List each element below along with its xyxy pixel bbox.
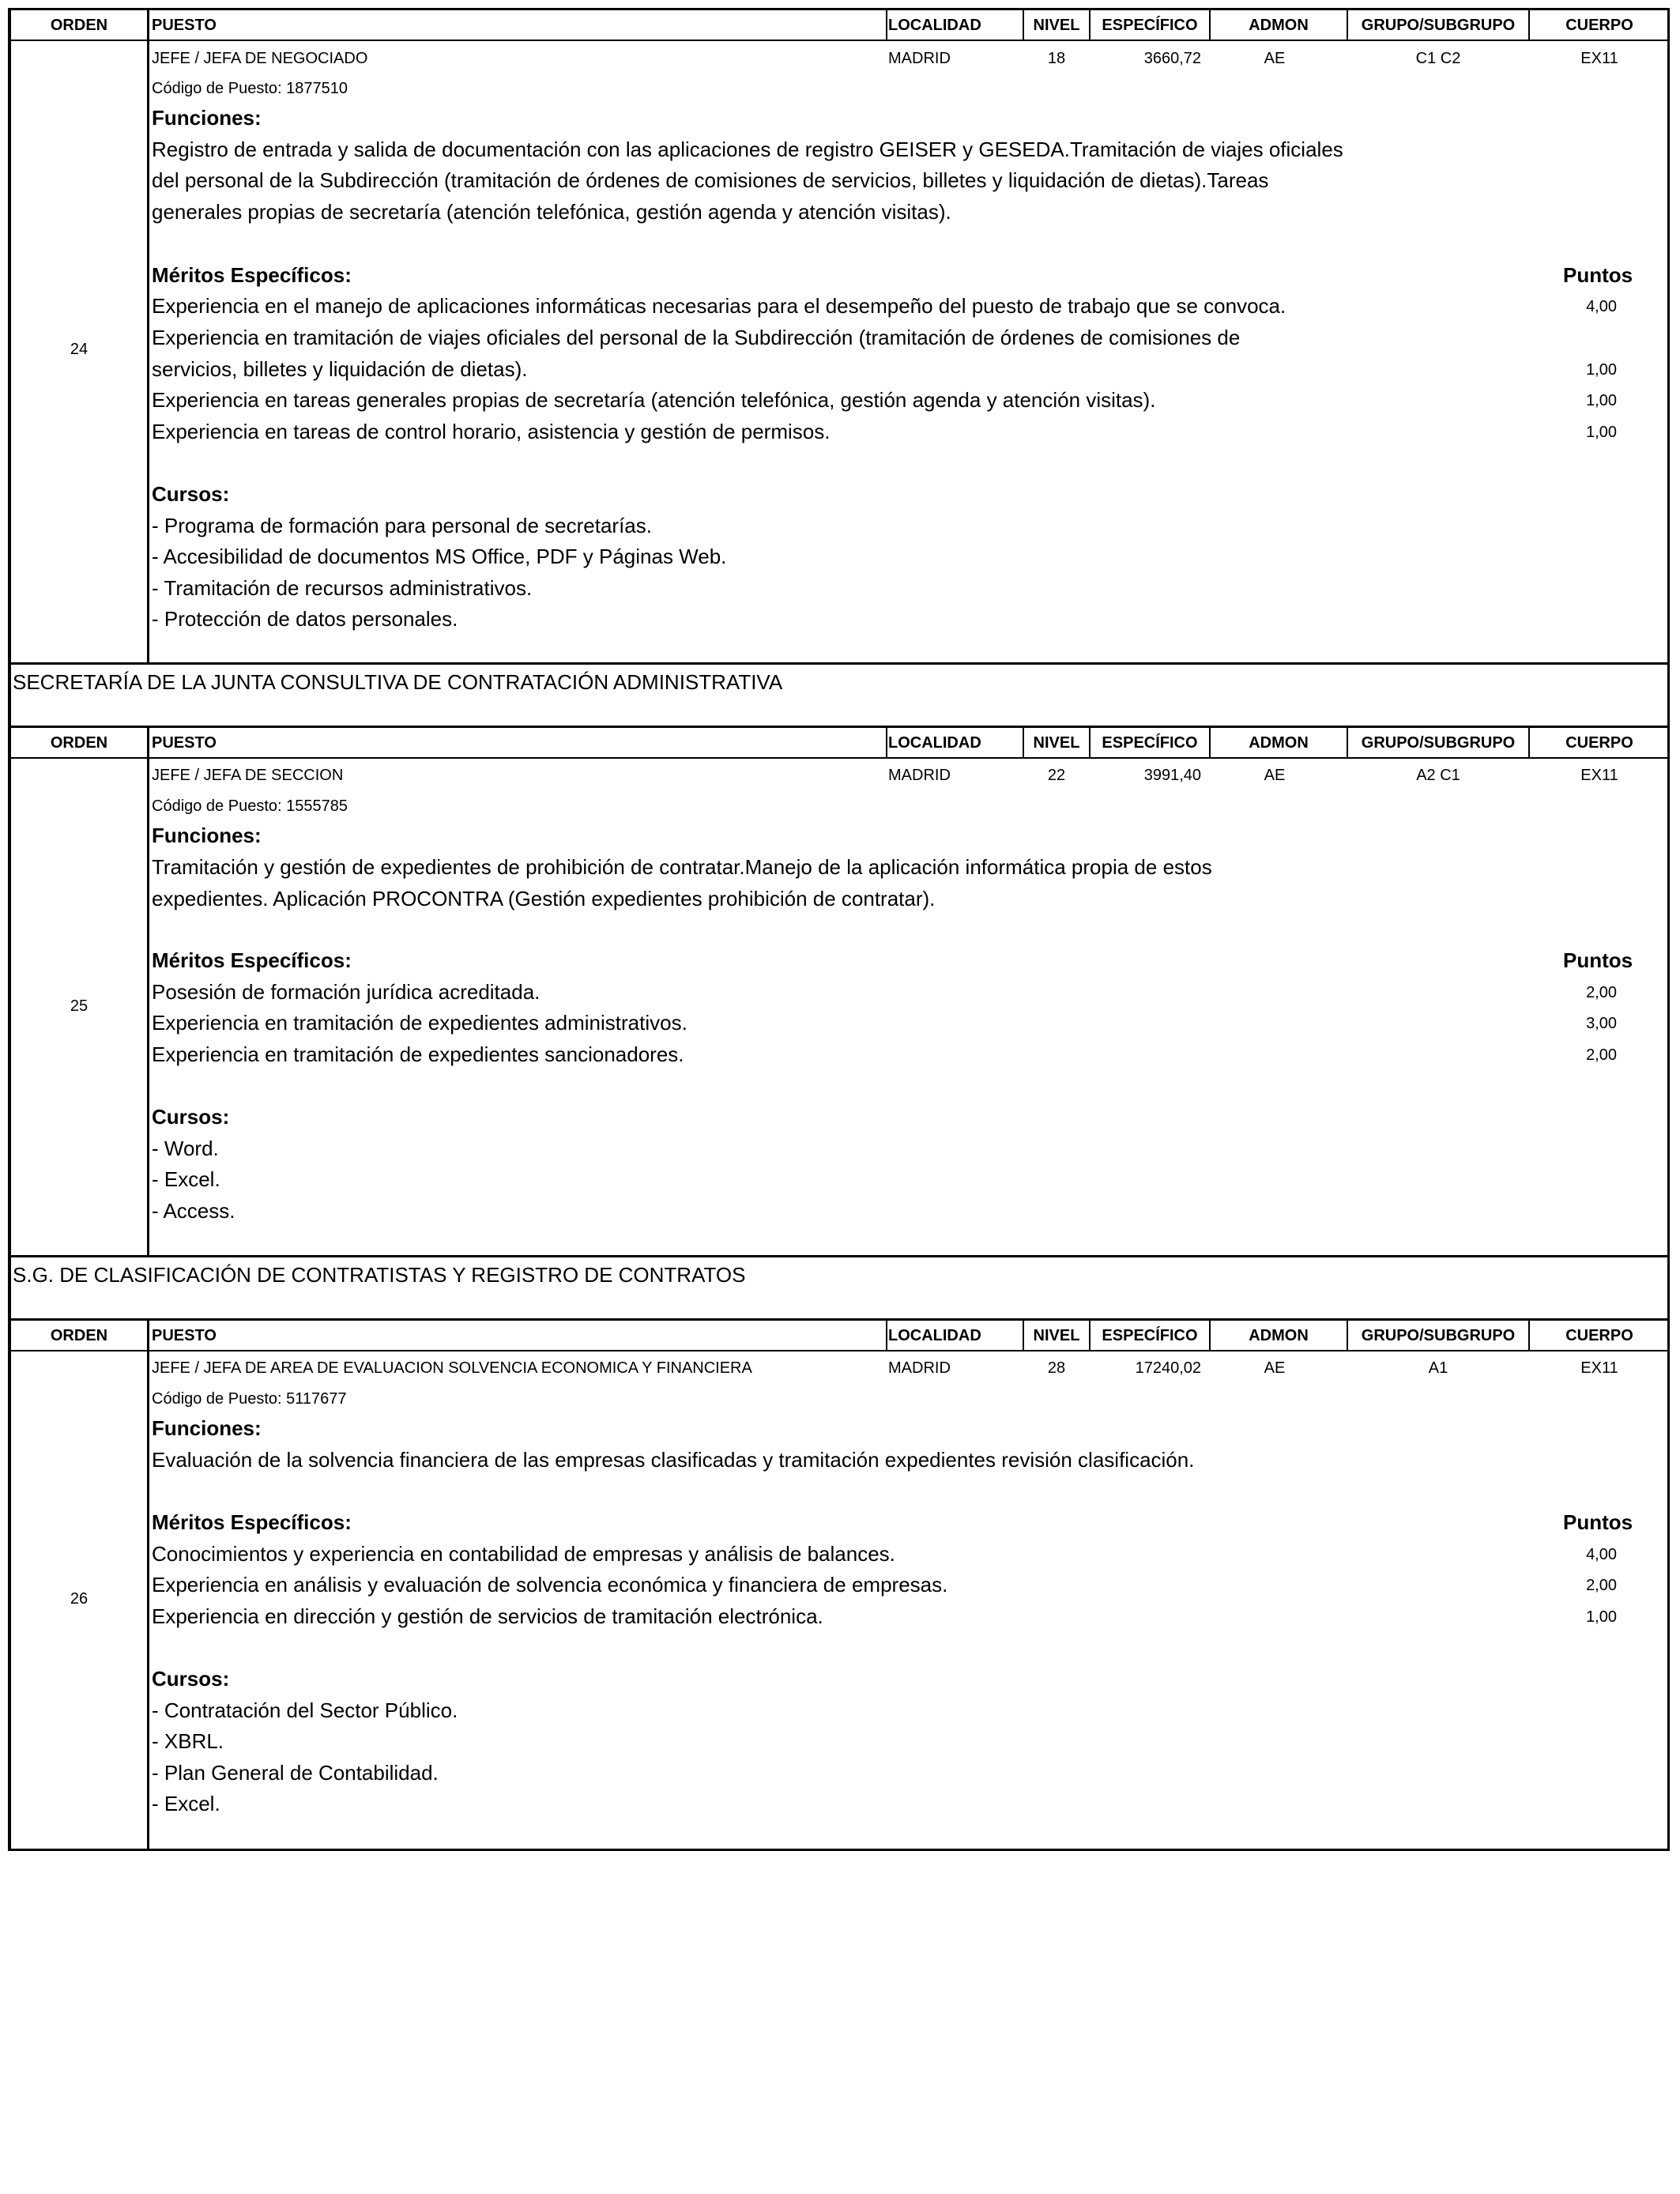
admon-value: AE <box>1264 50 1286 67</box>
col-divider <box>147 8 149 664</box>
col-divider <box>1528 1318 1530 1351</box>
curso-item: - Access. <box>152 1199 235 1223</box>
especifico-value: 3660,72 <box>1143 50 1201 67</box>
merito-puntos: 4,00 <box>1586 298 1617 315</box>
header-cuerpo: CUERPO <box>1565 1327 1633 1344</box>
merito-text: Experiencia en tareas generales propias de secretaría (atención telefónica, gestión agenda y atención visitas). <box>152 388 1156 412</box>
header-cuerpo: CUERPO <box>1565 734 1633 752</box>
localidad-value: MADRID <box>888 767 951 784</box>
merito-puntos: 2,00 <box>1586 1046 1617 1064</box>
col-divider <box>1209 8 1211 41</box>
col-divider <box>1023 726 1024 759</box>
col-divider <box>1023 8 1024 41</box>
cuerpo-value: EX11 <box>1580 767 1618 784</box>
curso-item: - Protección de datos personales. <box>152 607 458 631</box>
cuerpo-value: EX11 <box>1580 50 1618 67</box>
merito-puntos: 1,00 <box>1586 1608 1617 1626</box>
header-grupo: GRUPO/SUBGRUPO <box>1361 734 1516 752</box>
meritos-heading: Méritos Específicos: <box>152 948 352 972</box>
merito-puntos: 2,00 <box>1586 1577 1617 1594</box>
col-divider <box>1089 8 1090 41</box>
codigo-puesto: Código de Puesto: 1555785 <box>152 797 348 815</box>
merito-text: Experiencia en tramitación de expedientes sancionadores. <box>152 1042 684 1066</box>
especifico-value: 3991,40 <box>1143 767 1201 784</box>
col-divider <box>1528 726 1530 759</box>
grupo-value: C1 C2 <box>1415 50 1461 67</box>
header-localidad: LOCALIDAD <box>888 17 981 34</box>
orden-value: 25 <box>70 997 89 1015</box>
header-puesto: PUESTO <box>152 1327 217 1344</box>
rule <box>8 1849 1670 1851</box>
codigo-puesto: Código de Puesto: 1877510 <box>152 80 348 97</box>
col-divider <box>1347 8 1348 41</box>
puntos-heading: Puntos <box>1563 1510 1633 1534</box>
rule <box>8 662 1670 665</box>
funciones-line: del personal de la Subdirección (tramitación de órdenes de comisiones de servicios, billetes y liquidación de dietas).Tareas <box>152 168 1269 192</box>
merito-puntos: 1,00 <box>1586 361 1617 379</box>
rule <box>8 1255 1670 1257</box>
header-especifico: ESPECÍFICO <box>1102 17 1198 34</box>
header-puesto: PUESTO <box>152 17 217 34</box>
merito-text: Experiencia en análisis y evaluación de solvencia económica y financiera de empresas. <box>152 1573 948 1596</box>
header-orden: ORDEN <box>50 1327 108 1344</box>
rule <box>8 726 1670 728</box>
col-divider <box>1089 1318 1090 1351</box>
merito-text: Experiencia en el manejo de aplicaciones informáticas necesarias para el desempeño del puesto de trabajo que se convoca. <box>152 294 1286 318</box>
rule <box>8 40 1670 41</box>
admon-value: AE <box>1264 767 1286 784</box>
header-admon: ADMON <box>1249 734 1309 752</box>
funciones-line: generales propias de secretaría (atención telefónica, gestión agenda y atención visitas). <box>152 200 951 224</box>
puntos-heading: Puntos <box>1563 263 1633 287</box>
header-localidad: LOCALIDAD <box>888 1327 981 1344</box>
especifico-value: 17240,02 <box>1135 1359 1201 1377</box>
border-left <box>8 8 11 1851</box>
border-right <box>1667 8 1670 1851</box>
grupo-value: A1 <box>1428 1359 1448 1377</box>
header-orden: ORDEN <box>50 17 108 34</box>
col-divider <box>1347 726 1348 759</box>
col-divider <box>147 1318 149 1851</box>
col-divider <box>886 726 887 759</box>
col-divider <box>147 726 149 1257</box>
rule <box>8 1350 1670 1351</box>
cursos-heading: Cursos: <box>152 1105 230 1129</box>
codigo-puesto: Código de Puesto: 5117677 <box>152 1390 347 1408</box>
header-cuerpo: CUERPO <box>1565 17 1633 34</box>
section-title: SECRETARÍA DE LA JUNTA CONSULTIVA DE CONTRATACIÓN ADMINISTRATIVA <box>13 670 783 694</box>
meritos-heading: Méritos Específicos: <box>152 263 352 287</box>
col-divider <box>1089 726 1090 759</box>
merito-text: Experiencia en tramitación de expedientes administrativos. <box>152 1011 687 1035</box>
merito-puntos: 4,00 <box>1586 1546 1617 1563</box>
puntos-heading: Puntos <box>1563 948 1633 972</box>
header-nivel: NIVEL <box>1033 1327 1080 1344</box>
merito-text: Experiencia en tramitación de viajes oficiales del personal de la Subdirección (tramitación de órdenes de comisiones de <box>152 326 1241 349</box>
funciones-heading: Funciones: <box>152 106 262 130</box>
puesto-value: JEFE / JEFA DE NEGOCIADO <box>152 50 368 67</box>
col-divider <box>1209 726 1211 759</box>
col-divider <box>886 1318 887 1351</box>
rule <box>8 1318 1670 1321</box>
rule <box>8 8 1670 10</box>
funciones-heading: Funciones: <box>152 824 262 847</box>
curso-item: - XBRL. <box>152 1729 224 1753</box>
header-grupo: GRUPO/SUBGRUPO <box>1361 1327 1516 1344</box>
rule <box>8 757 1670 759</box>
nivel-value: 28 <box>1047 1359 1066 1377</box>
grupo-value: A2 C1 <box>1416 767 1460 784</box>
merito-text: Experiencia en tareas de control horario, asistencia y gestión de permisos. <box>152 420 831 443</box>
merito-puntos: 1,00 <box>1586 392 1617 409</box>
admon-value: AE <box>1264 1359 1286 1377</box>
header-nivel: NIVEL <box>1033 17 1080 34</box>
col-divider <box>1023 1318 1024 1351</box>
nivel-value: 22 <box>1047 767 1066 784</box>
funciones-line: Tramitación y gestión de expedientes de prohibición de contratar.Manejo de la aplicación informática propia de estos <box>152 855 1212 879</box>
header-grupo: GRUPO/SUBGRUPO <box>1361 17 1516 34</box>
header-orden: ORDEN <box>50 734 108 752</box>
header-admon: ADMON <box>1249 17 1309 34</box>
header-especifico: ESPECÍFICO <box>1102 1327 1198 1344</box>
merito-text: servicios, billetes y liquidación de dietas). <box>152 357 528 381</box>
funciones-heading: Funciones: <box>152 1416 262 1440</box>
curso-item: - Excel. <box>152 1792 220 1815</box>
puesto-value: JEFE / JEFA DE SECCION <box>152 767 344 784</box>
merito-puntos: 2,00 <box>1586 984 1617 1001</box>
orden-value: 24 <box>70 341 89 358</box>
localidad-value: MADRID <box>888 1359 951 1377</box>
merito-puntos: 3,00 <box>1586 1015 1617 1032</box>
col-divider <box>1347 1318 1348 1351</box>
curso-item: - Word. <box>152 1137 219 1160</box>
curso-item: - Contratación del Sector Público. <box>152 1698 458 1722</box>
curso-item: - Programa de formación para personal de secretarías. <box>152 514 652 537</box>
merito-text: Conocimientos y experiencia en contabilidad de empresas y análisis de balances. <box>152 1542 895 1566</box>
header-nivel: NIVEL <box>1033 734 1080 752</box>
header-puesto: PUESTO <box>152 734 217 752</box>
merito-text: Experiencia en dirección y gestión de servicios de tramitación electrónica. <box>152 1604 823 1628</box>
header-admon: ADMON <box>1249 1327 1309 1344</box>
col-divider <box>1528 8 1530 41</box>
merito-text: Posesión de formación jurídica acreditada. <box>152 980 541 1004</box>
curso-item: - Tramitación de recursos administrativos. <box>152 576 533 600</box>
nivel-value: 18 <box>1047 50 1066 67</box>
curso-item: - Excel. <box>152 1167 220 1191</box>
merito-puntos: 1,00 <box>1586 424 1617 441</box>
meritos-heading: Méritos Específicos: <box>152 1510 352 1534</box>
header-localidad: LOCALIDAD <box>888 734 981 752</box>
cursos-heading: Cursos: <box>152 482 230 506</box>
curso-item: - Plan General de Contabilidad. <box>152 1761 439 1785</box>
col-divider <box>1209 1318 1211 1351</box>
section-title: S.G. DE CLASIFICACIÓN DE CONTRATISTAS Y REGISTRO DE CONTRATOS <box>13 1263 746 1287</box>
header-especifico: ESPECÍFICO <box>1102 734 1198 752</box>
col-divider <box>886 8 887 41</box>
funciones-line: Evaluación de la solvencia financiera de las empresas clasificadas y tramitación expedientes revisión clasificación. <box>152 1448 1195 1472</box>
orden-value: 26 <box>70 1590 89 1608</box>
funciones-line: Registro de entrada y salida de documentación con las aplicaciones de registro GEISER y GESEDA.Tramitación de viajes oficiales <box>152 138 1343 161</box>
localidad-value: MADRID <box>888 50 951 67</box>
curso-item: - Accesibilidad de documentos MS Office, PDF y Páginas Web. <box>152 545 727 568</box>
puesto-value: JEFE / JEFA DE AREA DE EVALUACION SOLVENCIA ECONOMICA Y FINANCIERA <box>152 1359 752 1377</box>
cursos-heading: Cursos: <box>152 1667 230 1691</box>
cuerpo-value: EX11 <box>1580 1359 1618 1377</box>
funciones-line: expedientes. Aplicación PROCONTRA (Gestión expedientes prohibición de contratar). <box>152 887 936 910</box>
